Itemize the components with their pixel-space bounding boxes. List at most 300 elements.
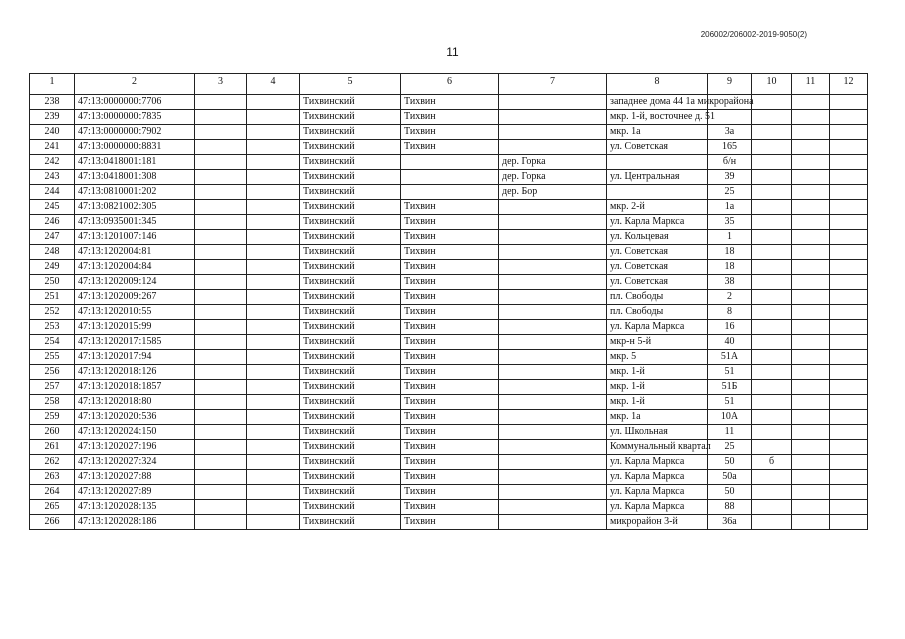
table-cell-col-11: [792, 185, 830, 200]
table-cell-col-7: [499, 215, 607, 230]
table-row: [30, 395, 868, 410]
table-cell-col-2: 47:13:1202018:126: [75, 365, 195, 380]
table-row: [30, 125, 868, 140]
table-cell-col-4: [247, 515, 300, 530]
table-cell-col-11: [792, 455, 830, 470]
table-cell-col-8: ул. Советская: [607, 140, 708, 155]
table-cell-col-1: 240: [30, 125, 75, 140]
table-cell-col-5: Тихвинский: [300, 305, 401, 320]
table-cell-col-2: 47:13:1202020:536: [75, 410, 195, 425]
table-cell-col-5: Тихвинский: [300, 215, 401, 230]
table-cell-col-7: [499, 245, 607, 260]
table-row: [30, 335, 868, 350]
table-cell-col-6: Тихвин: [401, 125, 499, 140]
table-cell-col-4: [247, 500, 300, 515]
table-cell-col-10: [752, 425, 792, 440]
table-cell-col-3: [195, 410, 247, 425]
table-cell-col-12: [830, 185, 868, 200]
table-cell-col-12: [830, 485, 868, 500]
table-cell-col-10: [752, 335, 792, 350]
table-row: [30, 380, 868, 395]
table-cell-col-9: 51: [708, 395, 752, 410]
table-cell-col-1: 253: [30, 320, 75, 335]
table-cell-col-10: [752, 125, 792, 140]
table-cell-col-9: 51: [708, 365, 752, 380]
table-cell-col-6: [401, 155, 499, 170]
table-cell-col-10: [752, 110, 792, 125]
column-header-2: 2: [75, 74, 195, 95]
table-cell-col-9: 36а: [708, 515, 752, 530]
table-cell-col-7: дер. Горка: [499, 170, 607, 185]
table-cell-col-1: 244: [30, 185, 75, 200]
table-row: [30, 140, 868, 155]
table-cell-col-9: 50: [708, 485, 752, 500]
table-cell-col-10: [752, 155, 792, 170]
table-cell-col-2: 47:13:0000000:7706: [75, 95, 195, 110]
table-cell-col-8: ул. Карла Маркса: [607, 320, 708, 335]
table-cell-col-11: [792, 410, 830, 425]
table-cell-col-2: 47:13:0418001:181: [75, 155, 195, 170]
table-cell-col-1: 241: [30, 140, 75, 155]
table-cell-col-2: 47:13:1202004:84: [75, 260, 195, 275]
table-cell-col-12: [830, 290, 868, 305]
page-number: 11: [446, 45, 459, 59]
table-cell-col-4: [247, 440, 300, 455]
table-cell-col-6: Тихвин: [401, 275, 499, 290]
table-cell-col-10: [752, 320, 792, 335]
table-cell-col-4: [247, 230, 300, 245]
table-cell-col-4: [247, 215, 300, 230]
table-cell-col-7: [499, 470, 607, 485]
table-cell-col-6: Тихвин: [401, 290, 499, 305]
table-cell-col-11: [792, 350, 830, 365]
table-row: [30, 170, 868, 185]
table-row: [30, 320, 868, 335]
table-cell-col-5: Тихвинский: [300, 110, 401, 125]
table-cell-col-4: [247, 305, 300, 320]
table-cell-col-2: 47:13:1202004:81: [75, 245, 195, 260]
table-cell-col-4: [247, 125, 300, 140]
table-cell-col-7: [499, 350, 607, 365]
table-cell-col-3: [195, 215, 247, 230]
table-cell-col-2: 47:13:1202024:150: [75, 425, 195, 440]
table-cell-col-3: [195, 185, 247, 200]
header-row: [30, 74, 868, 95]
table-cell-col-8: мкр. 1-й: [607, 380, 708, 395]
table-cell-col-6: [401, 185, 499, 200]
table-cell-col-4: [247, 410, 300, 425]
table-cell-col-4: [247, 140, 300, 155]
table-cell-col-3: [195, 95, 247, 110]
table-cell-col-2: 47:13:1202015:99: [75, 320, 195, 335]
table-cell-col-10: [752, 365, 792, 380]
table-cell-col-9: 1а: [708, 200, 752, 215]
table-cell-col-5: Тихвинский: [300, 380, 401, 395]
table-cell-col-9: 8: [708, 305, 752, 320]
table-cell-col-4: [247, 95, 300, 110]
table-cell-col-2: 47:13:1201007:146: [75, 230, 195, 245]
table-cell-col-2: 47:13:0000000:8831: [75, 140, 195, 155]
table-cell-col-3: [195, 155, 247, 170]
table-cell-col-4: [247, 290, 300, 305]
table-cell-col-1: 246: [30, 215, 75, 230]
column-header-4: 4: [247, 74, 300, 95]
table-cell-col-7: [499, 320, 607, 335]
table-cell-col-11: [792, 260, 830, 275]
table-row: [30, 500, 868, 515]
table-cell-col-3: [195, 320, 247, 335]
table-cell-col-6: Тихвин: [401, 380, 499, 395]
table-row: [30, 440, 868, 455]
table-cell-col-12: [830, 275, 868, 290]
column-header-6: 6: [401, 74, 499, 95]
table-cell-col-9: 51А: [708, 350, 752, 365]
table-cell-col-3: [195, 380, 247, 395]
table-cell-col-7: [499, 95, 607, 110]
table-cell-col-12: [830, 320, 868, 335]
table-cell-col-7: [499, 425, 607, 440]
table-cell-col-4: [247, 155, 300, 170]
table-cell-col-3: [195, 140, 247, 155]
table-cell-col-4: [247, 455, 300, 470]
table-cell-col-4: [247, 245, 300, 260]
table-cell-col-5: Тихвинский: [300, 170, 401, 185]
table-cell-col-8: мкр. 1-й: [607, 365, 708, 380]
table-cell-col-2: 47:13:1202027:89: [75, 485, 195, 500]
table-cell-col-11: [792, 110, 830, 125]
table-cell-col-2: 47:13:0000000:7902: [75, 125, 195, 140]
table-cell-col-4: [247, 335, 300, 350]
table-cell-col-5: Тихвинский: [300, 335, 401, 350]
table-cell-col-10: [752, 245, 792, 260]
table-cell-col-12: [830, 170, 868, 185]
table-cell-col-9: 25: [708, 440, 752, 455]
table-cell-col-8: ул. Кольцевая: [607, 230, 708, 245]
table-cell-col-3: [195, 290, 247, 305]
table-cell-col-2: 47:13:1202018:1857: [75, 380, 195, 395]
table-cell-col-9: 16: [708, 320, 752, 335]
table-cell-col-1: 248: [30, 245, 75, 260]
table-cell-col-5: Тихвинский: [300, 500, 401, 515]
table-cell-col-5: Тихвинский: [300, 425, 401, 440]
table-cell-col-6: Тихвин: [401, 455, 499, 470]
table-cell-col-10: [752, 440, 792, 455]
table-cell-col-3: [195, 395, 247, 410]
table-cell-col-9: 18: [708, 260, 752, 275]
table-row: [30, 305, 868, 320]
table-cell-col-8: ул. Советская: [607, 245, 708, 260]
table-cell-col-12: [830, 350, 868, 365]
table-row: [30, 245, 868, 260]
table-cell-col-1: 243: [30, 170, 75, 185]
table-cell-col-11: [792, 485, 830, 500]
table-cell-col-7: [499, 380, 607, 395]
table-cell-col-7: [499, 365, 607, 380]
table-cell-col-10: [752, 500, 792, 515]
table-row: [30, 110, 868, 125]
table-cell-col-6: Тихвин: [401, 350, 499, 365]
table-cell-col-6: Тихвин: [401, 215, 499, 230]
registry-table: [29, 73, 868, 530]
table-cell-col-1: 259: [30, 410, 75, 425]
table-cell-col-8: западнее дома 44 1а микрорайона: [607, 95, 708, 110]
table-cell-col-9: 10А: [708, 410, 752, 425]
table-cell-col-11: [792, 380, 830, 395]
table-cell-col-6: Тихвин: [401, 395, 499, 410]
table-cell-col-2: 47:13:1202017:94: [75, 350, 195, 365]
table-cell-col-10: [752, 350, 792, 365]
table-cell-col-5: Тихвинский: [300, 470, 401, 485]
table-cell-col-9: 1: [708, 230, 752, 245]
table-row: [30, 485, 868, 500]
table-cell-col-10: [752, 95, 792, 110]
table-cell-col-12: [830, 125, 868, 140]
table-cell-col-10: [752, 485, 792, 500]
table-row: [30, 230, 868, 245]
table-cell-col-11: [792, 335, 830, 350]
table-cell-col-8: ул. Карла Маркса: [607, 485, 708, 500]
table-cell-col-10: [752, 470, 792, 485]
table-row: [30, 290, 868, 305]
table-cell-col-2: 47:13:0810001:202: [75, 185, 195, 200]
table-cell-col-4: [247, 260, 300, 275]
table-cell-col-7: дер. Горка: [499, 155, 607, 170]
table-cell-col-12: [830, 140, 868, 155]
table-cell-col-9: 25: [708, 185, 752, 200]
table-cell-col-2: 47:13:1202027:196: [75, 440, 195, 455]
table-cell-col-7: [499, 440, 607, 455]
table-cell-col-4: [247, 170, 300, 185]
table-cell-col-8: ул. Карла Маркса: [607, 500, 708, 515]
column-header-1: 1: [30, 74, 75, 95]
table-cell-col-11: [792, 425, 830, 440]
table-cell-col-5: Тихвинский: [300, 125, 401, 140]
column-header-11: 11: [792, 74, 830, 95]
table-cell-col-10: [752, 200, 792, 215]
table-row: [30, 515, 868, 530]
column-header-7: 7: [499, 74, 607, 95]
table-cell-col-5: Тихвинский: [300, 185, 401, 200]
table-cell-col-10: б: [752, 455, 792, 470]
table-cell-col-5: Тихвинский: [300, 395, 401, 410]
table-cell-col-5: Тихвинский: [300, 95, 401, 110]
table-cell-col-1: 264: [30, 485, 75, 500]
table-row: [30, 275, 868, 290]
table-cell-col-9: 88: [708, 500, 752, 515]
table-cell-col-5: Тихвинский: [300, 230, 401, 245]
table-row: [30, 185, 868, 200]
table-cell-col-3: [195, 515, 247, 530]
table-cell-col-12: [830, 95, 868, 110]
table-cell-col-5: Тихвинский: [300, 245, 401, 260]
table-cell-col-5: Тихвинский: [300, 365, 401, 380]
table-cell-col-3: [195, 365, 247, 380]
table-cell-col-7: [499, 200, 607, 215]
table-cell-col-6: Тихвин: [401, 335, 499, 350]
table-cell-col-1: 263: [30, 470, 75, 485]
table-cell-col-1: 262: [30, 455, 75, 470]
table-cell-col-12: [830, 335, 868, 350]
table-cell-col-10: [752, 230, 792, 245]
table-cell-col-7: [499, 275, 607, 290]
table-cell-col-6: Тихвин: [401, 260, 499, 275]
table-cell-col-7: [499, 455, 607, 470]
table-cell-col-8: ул. Карла Маркса: [607, 455, 708, 470]
table-cell-col-9: 38: [708, 275, 752, 290]
table-cell-col-5: Тихвинский: [300, 350, 401, 365]
table-cell-col-5: Тихвинский: [300, 410, 401, 425]
table-cell-col-4: [247, 185, 300, 200]
table-cell-col-3: [195, 425, 247, 440]
table-cell-col-7: [499, 110, 607, 125]
table-cell-col-9: 40: [708, 335, 752, 350]
table-cell-col-2: 47:13:0000000:7835: [75, 110, 195, 125]
table-cell-col-6: Тихвин: [401, 365, 499, 380]
table-cell-col-8: Коммунальный квартал: [607, 440, 708, 455]
table-cell-col-2: 47:13:1202009:267: [75, 290, 195, 305]
table-row: [30, 470, 868, 485]
table-row: [30, 410, 868, 425]
table-cell-col-11: [792, 230, 830, 245]
table-cell-col-1: 250: [30, 275, 75, 290]
table-cell-col-1: 247: [30, 230, 75, 245]
table-cell-col-12: [830, 395, 868, 410]
table-cell-col-6: [401, 170, 499, 185]
table-cell-col-6: Тихвин: [401, 410, 499, 425]
table-cell-col-8: [607, 185, 708, 200]
table-cell-col-2: 47:13:0821002:305: [75, 200, 195, 215]
table-cell-col-1: 265: [30, 500, 75, 515]
table-cell-col-10: [752, 185, 792, 200]
table-cell-col-11: [792, 365, 830, 380]
table-cell-col-5: Тихвинский: [300, 515, 401, 530]
table-cell-col-7: [499, 485, 607, 500]
table-cell-col-9: 35: [708, 215, 752, 230]
table-row: [30, 350, 868, 365]
table-cell-col-4: [247, 275, 300, 290]
table-cell-col-6: Тихвин: [401, 440, 499, 455]
table-cell-col-6: Тихвин: [401, 245, 499, 260]
table-cell-col-3: [195, 335, 247, 350]
column-header-5: 5: [300, 74, 401, 95]
table-cell-col-12: [830, 410, 868, 425]
table-cell-col-3: [195, 470, 247, 485]
column-header-12: 12: [830, 74, 868, 95]
table-cell-col-12: [830, 305, 868, 320]
table-cell-col-6: Тихвин: [401, 515, 499, 530]
table-row: [30, 200, 868, 215]
table-cell-col-12: [830, 215, 868, 230]
table-cell-col-6: Тихвин: [401, 230, 499, 245]
table-cell-col-10: [752, 260, 792, 275]
table-cell-col-4: [247, 320, 300, 335]
table-cell-col-11: [792, 140, 830, 155]
table-cell-col-9: 2: [708, 290, 752, 305]
table-cell-col-4: [247, 380, 300, 395]
table-cell-col-10: [752, 140, 792, 155]
table-cell-col-5: Тихвинский: [300, 485, 401, 500]
table-cell-col-11: [792, 395, 830, 410]
table-cell-col-11: [792, 500, 830, 515]
table-cell-col-7: [499, 125, 607, 140]
table-cell-col-8: мкр. 1а: [607, 125, 708, 140]
table-cell-col-2: 47:13:1202009:124: [75, 275, 195, 290]
table-cell-col-7: [499, 395, 607, 410]
table-cell-col-10: [752, 275, 792, 290]
table-cell-col-8: мкр. 1-й, восточнее д. 51: [607, 110, 708, 125]
table-cell-col-10: [752, 290, 792, 305]
table-cell-col-1: 242: [30, 155, 75, 170]
table-cell-col-2: 47:13:0935001:345: [75, 215, 195, 230]
table-cell-col-11: [792, 200, 830, 215]
table-cell-col-9: б/н: [708, 155, 752, 170]
table-cell-col-2: 47:13:1202018:80: [75, 395, 195, 410]
table-cell-col-10: [752, 395, 792, 410]
table-cell-col-11: [792, 275, 830, 290]
table-cell-col-8: мкр. 5: [607, 350, 708, 365]
table-cell-col-10: [752, 170, 792, 185]
table-cell-col-3: [195, 455, 247, 470]
table-cell-col-12: [830, 110, 868, 125]
table-cell-col-7: [499, 260, 607, 275]
column-header-10: 10: [752, 74, 792, 95]
column-header-3: 3: [195, 74, 247, 95]
table-cell-col-12: [830, 155, 868, 170]
table-cell-col-7: [499, 410, 607, 425]
table-cell-col-5: Тихвинский: [300, 290, 401, 305]
table-cell-col-5: Тихвинский: [300, 275, 401, 290]
table-cell-col-12: [830, 245, 868, 260]
table-cell-col-12: [830, 230, 868, 245]
table-cell-col-6: Тихвин: [401, 320, 499, 335]
table-cell-col-11: [792, 320, 830, 335]
table-row: [30, 155, 868, 170]
table-cell-col-3: [195, 350, 247, 365]
table-cell-col-2: 47:13:1202027:88: [75, 470, 195, 485]
table-cell-col-9: 51Б: [708, 380, 752, 395]
table-cell-col-3: [195, 485, 247, 500]
table-cell-col-5: Тихвинский: [300, 455, 401, 470]
table-cell-col-3: [195, 230, 247, 245]
table-cell-col-9: 50: [708, 455, 752, 470]
table-cell-col-6: Тихвин: [401, 140, 499, 155]
table-cell-col-4: [247, 110, 300, 125]
table-cell-col-1: 266: [30, 515, 75, 530]
table-cell-col-11: [792, 215, 830, 230]
table-cell-col-11: [792, 515, 830, 530]
table-cell-col-6: Тихвин: [401, 110, 499, 125]
table-cell-col-7: [499, 140, 607, 155]
table-cell-col-8: ул. Советская: [607, 275, 708, 290]
table-cell-col-6: Тихвин: [401, 500, 499, 515]
table-cell-col-2: 47:13:1202028:186: [75, 515, 195, 530]
table-cell-col-3: [195, 305, 247, 320]
table-cell-col-9: 39: [708, 170, 752, 185]
table-cell-col-3: [195, 110, 247, 125]
table-cell-col-11: [792, 155, 830, 170]
table-cell-col-3: [195, 200, 247, 215]
table-cell-col-10: [752, 305, 792, 320]
table-cell-col-1: 249: [30, 260, 75, 275]
table-cell-col-8: мкр. 1а: [607, 410, 708, 425]
table-cell-col-8: [607, 155, 708, 170]
table-cell-col-9: 11: [708, 425, 752, 440]
table-cell-col-1: 255: [30, 350, 75, 365]
table-cell-col-1: 254: [30, 335, 75, 350]
table-cell-col-6: Тихвин: [401, 470, 499, 485]
table-cell-col-2: 47:13:1202028:135: [75, 500, 195, 515]
table-cell-col-1: 238: [30, 95, 75, 110]
